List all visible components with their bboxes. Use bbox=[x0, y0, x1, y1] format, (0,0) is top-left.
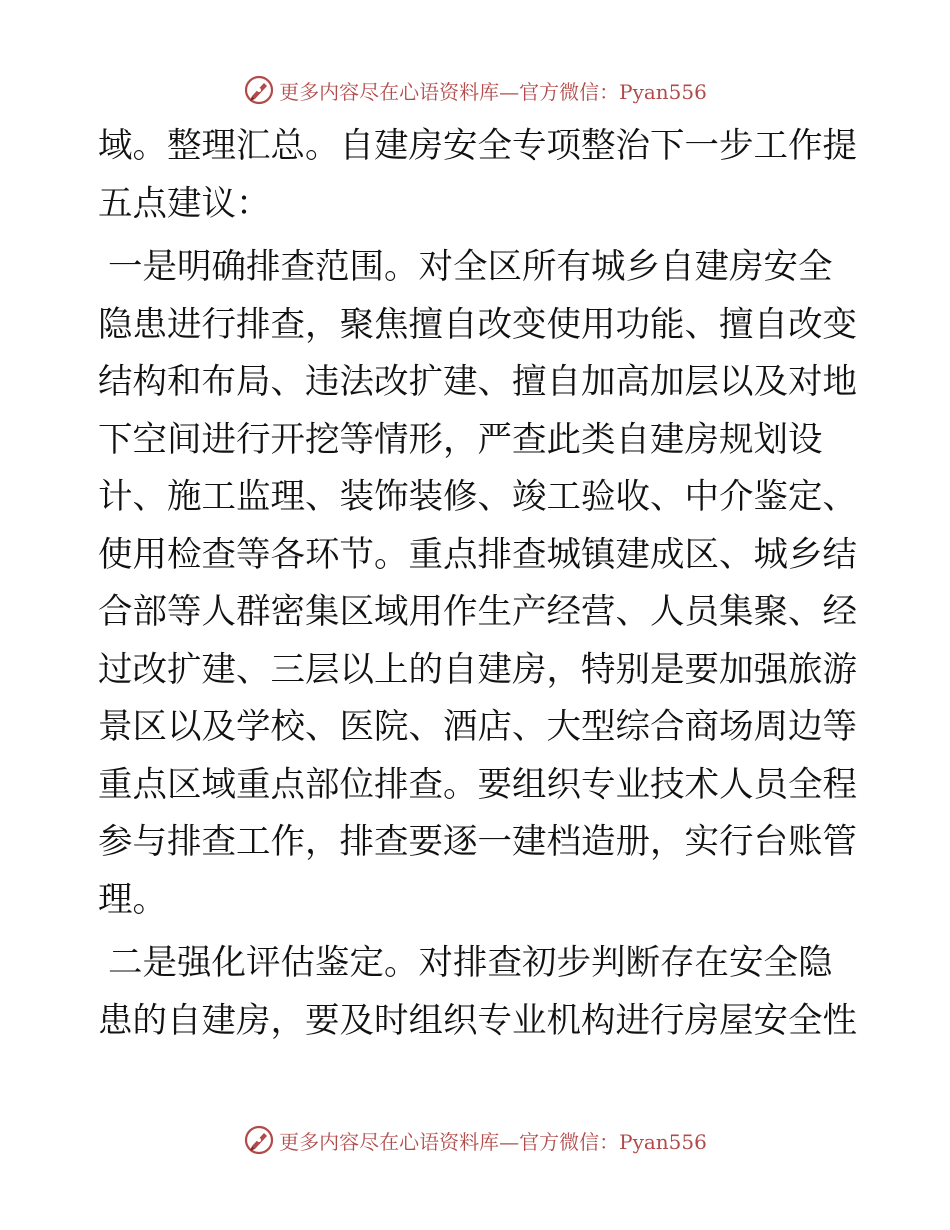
footer-watermark-text: 更多内容尽在心语资料库—官方微信：Pyan556 bbox=[279, 1129, 707, 1154]
paragraph-2-line: 患的自建房，要及时组织专业机构进行房屋安全性 bbox=[98, 1000, 857, 1041]
paragraph-1-line: 结构和布局、违法改扩建、擅自加高加层以及对地 bbox=[98, 362, 857, 402]
pen-logo-icon bbox=[243, 74, 275, 106]
paragraph-1-line: 下空间进行开挖等情形，严查此类自建房规划设 bbox=[98, 419, 823, 460]
document-body bbox=[98, 118, 858, 1050]
paragraph-1-line: 过改扩建、三层以上的自建房，特别是要加强旅游 bbox=[98, 649, 857, 690]
paragraph-1-line: 合部等人群密集区域用作生产经营、人员集聚、经 bbox=[98, 592, 857, 632]
header-watermark-text: 更多内容尽在心语资料库—官方微信：Pyan556 bbox=[279, 79, 707, 104]
paragraph-1-line: 隐患进行排查，聚焦擅自改变使用功能、擅自改变 bbox=[98, 304, 857, 345]
paragraph-1-line: 使用检查等各环节。重点排查城镇建成区、城乡结 bbox=[98, 534, 857, 575]
paragraph-1-line: 计、施工监理、装饰装修、竣工验收、中介鉴定、 bbox=[98, 477, 857, 517]
pen-logo-icon bbox=[243, 1124, 275, 1156]
text-line: 域。整理汇总。自建房安全专项整治下一步工作提 bbox=[98, 126, 857, 166]
footer-watermark-banner bbox=[0, 1120, 950, 1160]
paragraph-1-line: 一是明确排查范围。对全区所有城乡自建房安全 bbox=[108, 247, 833, 287]
header-watermark-banner bbox=[0, 70, 950, 110]
paragraph-1-line: 重点区域重点部位排查。要组织专业技术人员全程 bbox=[98, 764, 857, 805]
paragraph-1-line: 参与排查工作，排查要逐一建档造册，实行台账管 bbox=[98, 822, 857, 862]
text-line: 五点建议： bbox=[98, 183, 271, 224]
paragraph-1-line: 景区以及学校、医院、酒店、大型综合商场周边等 bbox=[98, 707, 857, 747]
paragraph-1-line: 理。 bbox=[98, 879, 167, 920]
paragraph-2-line: 二是强化评估鉴定。对排查初步判断存在安全隐 bbox=[108, 943, 833, 983]
